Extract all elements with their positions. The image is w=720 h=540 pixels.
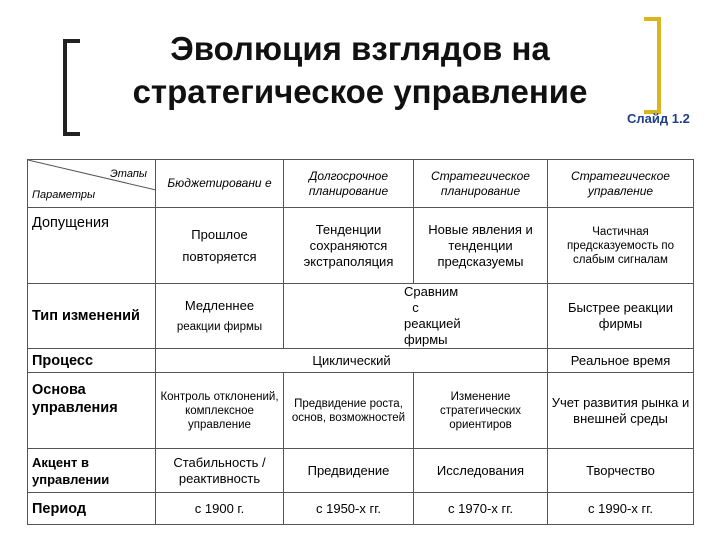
slide-number: Слайд 1.2 [627, 111, 690, 126]
table-cell: с 1970-х гг. [414, 493, 548, 525]
table-cell: Изменение стратегических ориентиров [414, 373, 548, 449]
row-label: Тип изменений [28, 284, 156, 349]
column-header: Долгосрочное планирование [284, 160, 414, 208]
row-label: Допущения [28, 208, 156, 284]
table-cell: с 1990-х гг. [588, 500, 653, 516]
evolution-table [27, 159, 694, 525]
table-row [28, 284, 694, 349]
table-row [28, 449, 694, 493]
corner-params-label: Параметры [32, 189, 96, 201]
table-cell: Тенденции сохраняются экстраполяция [284, 208, 414, 284]
right-bracket-decoration [644, 17, 661, 114]
table-cell: Быстрее реакции фирмы [568, 300, 673, 331]
table-cell: Реальное время [570, 352, 671, 368]
table-cell: Контроль отклонений, комплексное управление [156, 373, 284, 449]
table-cell: Частичная предсказуемость по слабым сигналам [566, 225, 675, 266]
table-cell: Стабильность / реактивность [156, 449, 284, 493]
table-row [28, 208, 694, 284]
table-header-row [28, 160, 694, 208]
table-cell [156, 284, 284, 349]
table-row [28, 349, 694, 373]
row-label: Период [28, 493, 156, 525]
left-bracket-decoration [63, 39, 80, 136]
cell-text: Медленнее [184, 298, 255, 313]
table-row [28, 373, 694, 449]
table-cell: Творчество [586, 462, 655, 478]
table-cell: Циклический [156, 349, 548, 373]
table-cell: с 1950-х гг. [284, 493, 414, 525]
table-row [28, 493, 694, 525]
row-label: Акцент в управлении [28, 449, 156, 493]
column-header: Бюджетировани е [156, 160, 284, 208]
corner-cell [28, 160, 156, 208]
row-label: Процесс [28, 349, 156, 373]
row-label: Основа управления [28, 373, 156, 449]
column-header: Стратегическое управление [571, 168, 670, 198]
table-cell: Прошлое повторяется [156, 208, 284, 284]
table-cell: Предвидение [284, 449, 414, 493]
corner-stages-label: Этапы [110, 168, 147, 180]
cell-subtext: реакции фирмы [176, 321, 263, 333]
table-cell: Сравним с реакцией фирмы [284, 284, 548, 349]
column-header: Стратегическое планирование [414, 160, 548, 208]
table-cell: Предвидение роста, основ, возможностей [284, 373, 414, 449]
table-cell: с 1900 г. [156, 493, 284, 525]
table-cell: Новые явления и тенденции предсказуемы [414, 208, 548, 284]
table-cell: Учет развития рынка и внешней среды [551, 394, 690, 426]
slide-title: Эволюция взглядов на стратегическое управление [132, 30, 588, 110]
table-cell: Исследования [414, 449, 548, 493]
